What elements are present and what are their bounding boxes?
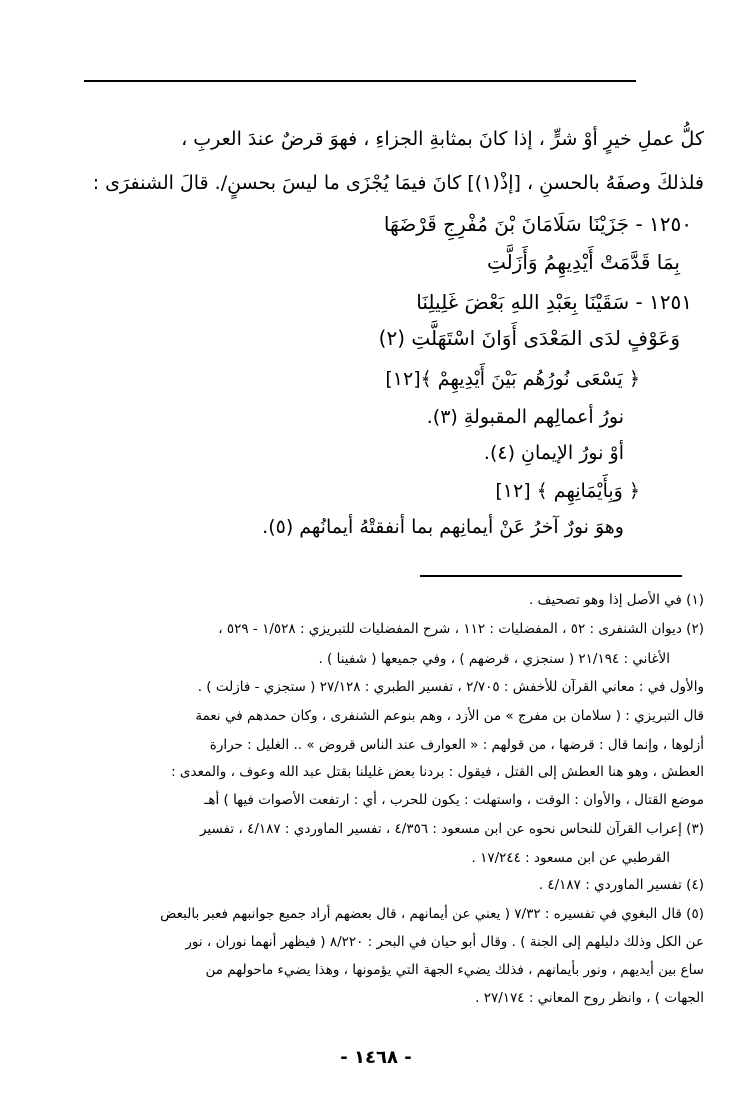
footnote-3-line-1: (٣) إعراب القرآن للنحاس نحوه عن ابن مسعود : ٤/٣٥٦ ، تفسير الماوردي : ٤/١٨٧ ، تفسير (199, 821, 704, 837)
footnote-2-line-6: العطش ، وهو هنا العطش إلى القتل ، فيقول : بردنا بعض غليلنا بقتل عبد الله وعوف ، والمعدى : (171, 764, 704, 780)
verse-1250-second-hemistich: بِمَا قَدَّمَتْ أَيْدِيهِمُ وَأَزَلَّتِ (486, 250, 680, 274)
body-text-line-2: فلذلكَ وصفَهُ بالحسنِ ، [إذْ(١)] كانَ فيمَا يُجْزَى ما ليسَ بحسنٍ/. قالَ الشنفرَى : (92, 172, 704, 194)
footnote-1: (١) في الأصل إذا وهو تصحيف . (528, 592, 704, 608)
footnote-2-line-4: قال التبريزي : ( سلامان بن مفرج » من الأزد ، وهم بنوعم الشنفرى ، وكان حمدهم في نعمة (195, 708, 704, 724)
footnote-5-line-3: ساع بين أيديهم ، ونور بأيمانهم ، فذلك يضيء الجهة التي يؤمونها ، وهذا يضيء ماحولهم من (205, 962, 704, 978)
footnote-2-line-2: الأغاني : ٢١/١٩٤ ( سنجزي ، قرضهم ) ، وفي جميعها ( شفينا ) . (318, 651, 670, 667)
footnote-5-line-4: الجهات ) ، وانظر روح المعاني : ٢٧/١٧٤ . (475, 990, 704, 1006)
verse-1250-first-hemistich: ١٢٥٠ - جَزَيْنَا سَلَامَانَ بْنَ مُفْرِجِ قَرْضَهَا (383, 212, 692, 236)
body-text-line-1: كلُّ عملِ خيرٍ أوْ شرٍّ ، إذا كانَ بمثابةِ الجزاءِ ، فهوَ قرضٌ عندَ العربِ ، (181, 128, 704, 150)
verse-1251-second-hemistich: وَعَوْفٍ لدَى المَعْدَى أَوَانَ اسْتَهَلَّتِ (٢) (378, 326, 680, 350)
footnote-2-line-1: (٢) ديوان الشنفرى : ٥٢ ، المفضليات : ١١٢ ، شرح المفضليات للتبريزي : ١/٥٢٨ - ٥٢٩ ، (218, 621, 704, 637)
footnote-2-line-3: والأول في : معاني القرآن للأخفش : ٢/٧٠٥ ، تفسير الطبري : ٢٧/١٢٨ ( ستجزي - فازلت ) . (197, 679, 704, 695)
quran-ayah-2: ﴿ وَبِأَيْمَانِهِم ﴾ [١٢] (495, 480, 640, 502)
footnote-4: (٤) تفسير الماوردي : ٤/١٨٧ . (538, 877, 704, 893)
footnote-5-line-1: (٥) قال البغوي في تفسيره : ٧/٣٢ ( يعني عن أيمانهم ، قال بعضهم أراد جميع جوانبهم فعبر بالبعض (160, 906, 704, 922)
footnote-5-line-2: عن الكل وذلك دليلهم إلى الجنة ) . وقال أبو حيان في البحر : ٨/٢٢٠ ( فيظهر أنهما نوران ، نور (185, 934, 704, 950)
footnote-rule (420, 575, 682, 577)
footnote-3-line-2: القرطبي عن ابن مسعود : ١٧/٢٤٤ . (471, 850, 670, 866)
explanation-line-3: وهوَ نورٌ آخرُ عَنْ أيمانِهم بما أنفقتْهُ أيمانُهم (٥). (262, 516, 624, 538)
quran-ayah-1: ﴿ يَسْعَى نُورُهُم بَيْنَ أَيْدِيهِمْ ﴾[١٢] (385, 368, 640, 390)
footnote-2-line-7: موضع القتال ، والأوان : الوقت ، واستهلت : يكون للحرب ، أي : ارتفعت الأصوات فيها ) أهـ (204, 792, 704, 808)
page-number: - ١٤٦٨ - (340, 1047, 412, 1068)
header-rule (84, 80, 636, 82)
footnote-2-line-5: أزلوها ، وإنما قال : قرضها ، من قولهم : « العوارف عند الناس قروض » .. الغليل : حرارة (209, 737, 704, 753)
explanation-line-1: نورُ أعمالِهم المقبولةِ (٣). (426, 406, 624, 428)
verse-1251-first-hemistich: ١٢٥١ - سَقَيْنَا بِعَبْدِ اللهِ بَعْضَ غَلِيلِنَا (416, 290, 692, 314)
explanation-line-2: أوْ نورُ الإيمانِ (٤). (483, 442, 624, 464)
